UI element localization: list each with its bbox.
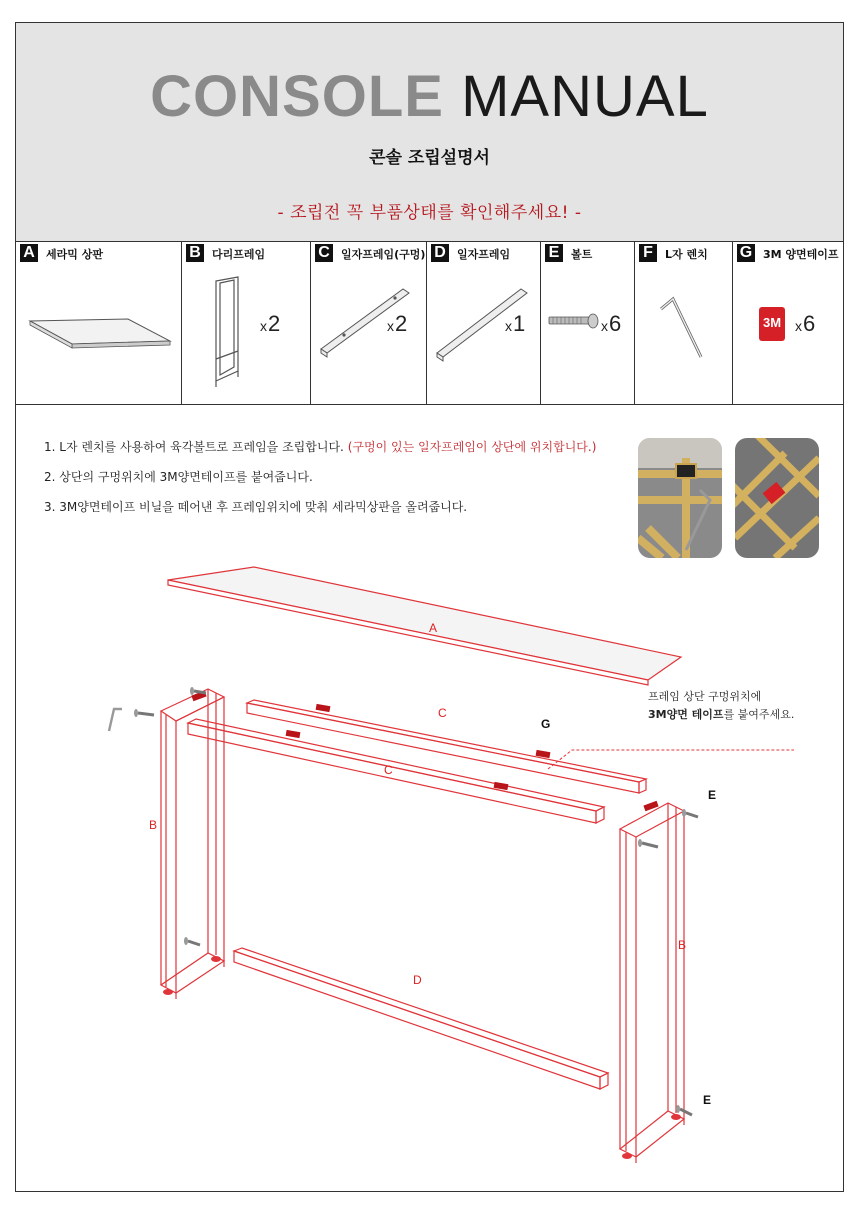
- label-e-bottom: E: [703, 1093, 712, 1107]
- part-qty-c: x2: [387, 311, 408, 336]
- ceramic-top-edge: [168, 580, 648, 685]
- crossbar-d: [234, 948, 608, 1089]
- step-1: 1. L자 렌치를 사용하여 육각볼트로 프레임을 조립합니다. (구멍이 있는 일자프레임이 상단에 위치합니다.): [44, 440, 597, 454]
- leg-frame-illustration: [182, 241, 311, 404]
- label-c-middle: C: [384, 763, 393, 777]
- label-g: G: [541, 717, 551, 731]
- step-1-note: (구멍이 있는 일자프레임이 상단에 위치합니다.): [347, 440, 597, 454]
- part-cell-e: [541, 241, 635, 404]
- part-qty-d: x1: [505, 311, 526, 336]
- assembly-steps: [44, 438, 596, 528]
- manual-title: [16, 65, 843, 129]
- photo-tape-applied: [735, 438, 819, 558]
- label-b-left: B: [149, 818, 158, 832]
- l-wrench-illustration: [635, 241, 733, 404]
- tape-callout: 프레임 상단 구멍위치에 3M양면 테이프를 붙여주세요.: [648, 690, 795, 721]
- part-letter-b: B: [186, 244, 204, 262]
- part-name-a: 세라믹 상판: [46, 248, 103, 261]
- manual-sheet: [15, 22, 844, 1192]
- part-qty-b: x2: [260, 311, 281, 336]
- title-manual: MANUAL: [461, 64, 709, 129]
- holed-crossbar-illustration: [311, 241, 427, 404]
- part-letter-g: G: [737, 244, 755, 262]
- part-name-d: 일자프레임: [457, 248, 511, 261]
- tape-illustration: [733, 241, 844, 404]
- part-name-e: 볼트: [571, 248, 593, 261]
- part-letter-d: D: [431, 244, 449, 262]
- title-console: CONSOLE: [150, 64, 444, 129]
- part-name-f: L자 렌치: [665, 248, 708, 261]
- leg-frame-right: [620, 803, 687, 1163]
- assembly-diagram: [16, 553, 844, 1192]
- step-2: 2. 상단의 구멍위치에 3M양면테이프를 붙여줍니다.: [44, 470, 313, 484]
- part-cell-f: [635, 241, 733, 404]
- manual-subtitle: 콘솔 조립설명서: [369, 148, 490, 168]
- part-letter-a: A: [20, 244, 38, 262]
- part-name-b: 다리프레임: [212, 248, 266, 261]
- manual-header: [16, 23, 843, 242]
- part-cell-d: [427, 241, 541, 404]
- ceramic-top-panel: [168, 567, 681, 680]
- part-qty-e: x6: [601, 311, 622, 336]
- label-a: A: [429, 621, 438, 635]
- ceramic-top-illustration: [16, 241, 182, 404]
- part-cell-b: [182, 241, 311, 404]
- part-letter-f: F: [639, 244, 657, 262]
- check-parts-notice: - 조립전 꼭 부품상태를 확인해주세요! -: [277, 203, 582, 223]
- part-qty-g: x6: [795, 311, 816, 336]
- part-name-g: 3M 양면테이프: [763, 248, 839, 261]
- part-cell-a: [16, 241, 182, 404]
- label-e-top: E: [708, 788, 717, 802]
- part-letter-c: C: [315, 244, 333, 262]
- step-3: 3. 3M양면테이프 비닐을 떼어낸 후 프레임위치에 맞춰 세라믹상판을 올려줍니다.: [44, 500, 468, 514]
- label-c-top: C: [438, 706, 447, 720]
- part-letter-e: E: [545, 244, 563, 262]
- diagram-wrench-icon: [109, 709, 122, 731]
- label-d: D: [413, 973, 422, 987]
- crossbar-c-middle: [188, 719, 604, 823]
- tape-3m-logo: 3M: [762, 315, 782, 330]
- part-cell-g: [733, 241, 844, 404]
- part-cell-c: [311, 241, 427, 404]
- part-name-c: 일자프레임(구멍): [341, 248, 426, 261]
- photo-wrench-assembly: [638, 438, 722, 558]
- label-b-right: B: [678, 938, 687, 952]
- parts-list: [16, 241, 843, 405]
